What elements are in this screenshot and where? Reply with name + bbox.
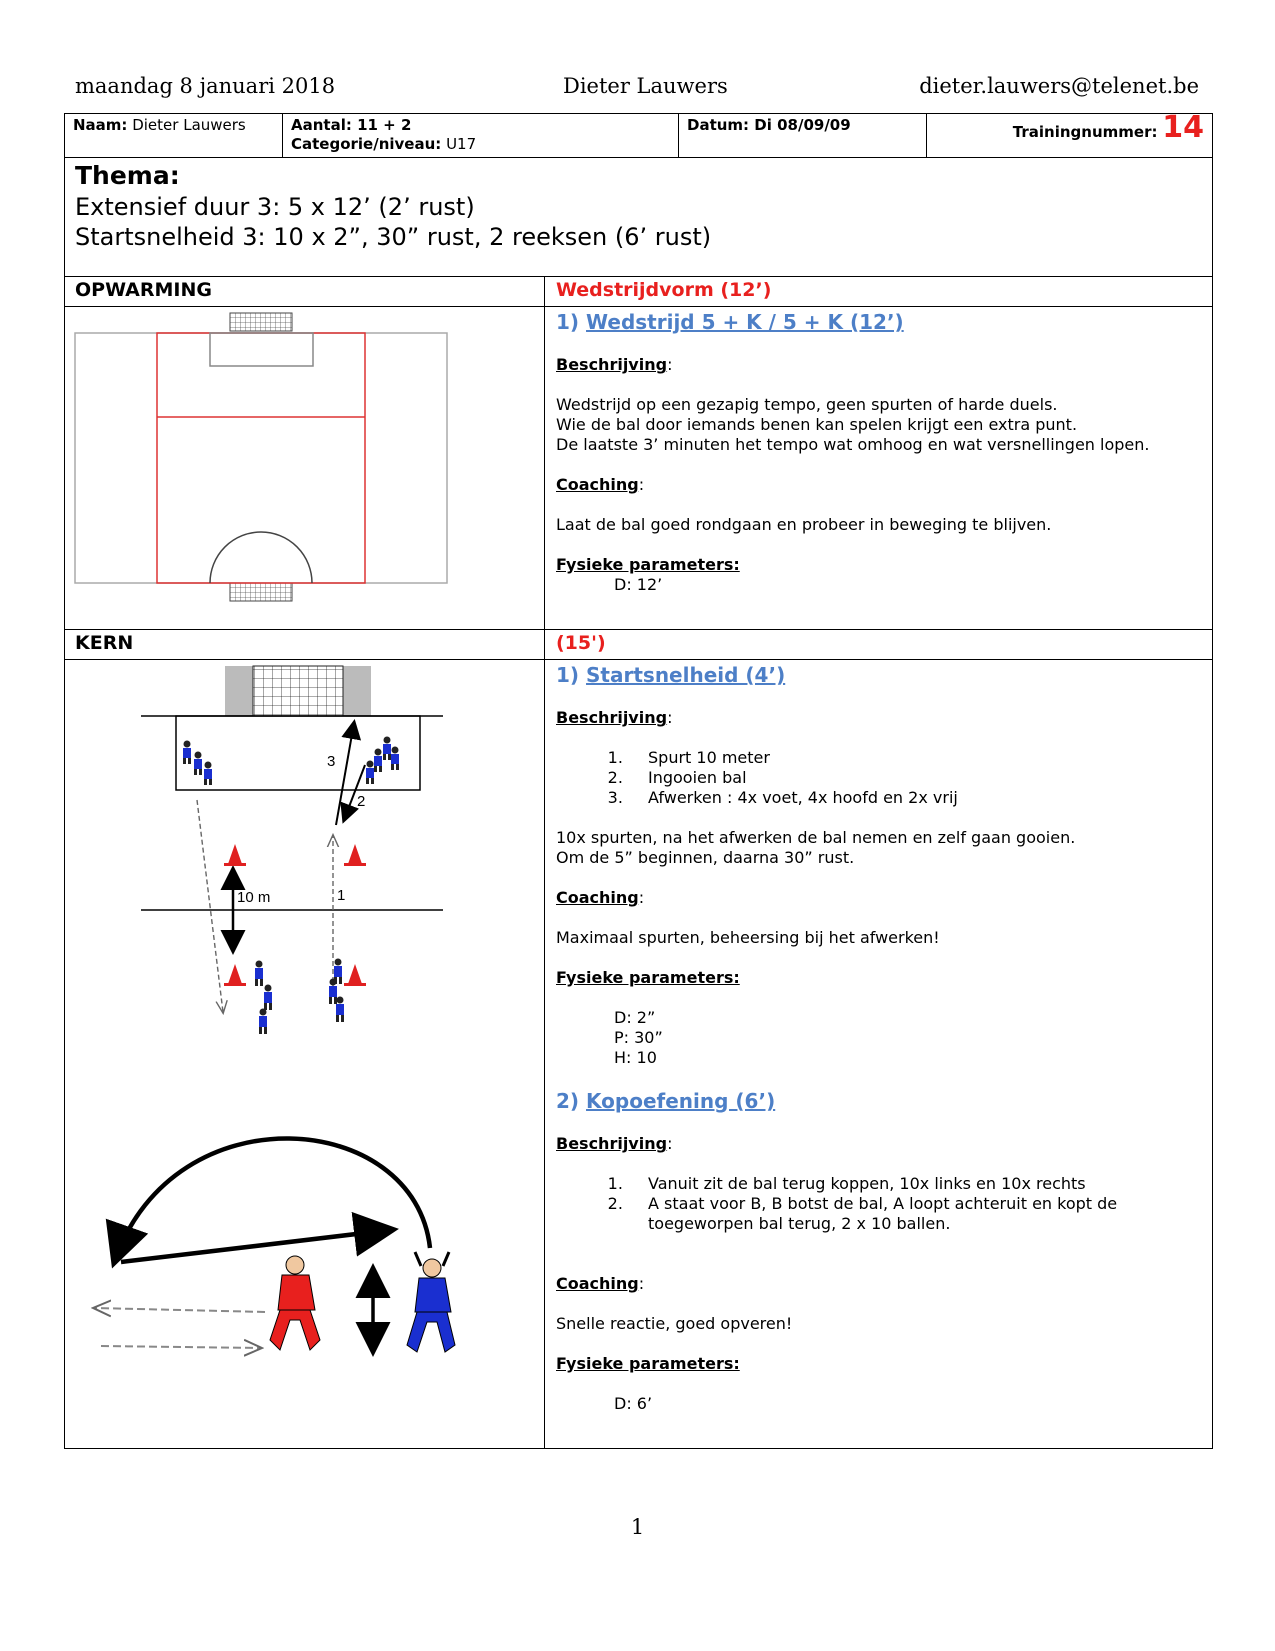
- opwarming-text: 1) Wedstrijd 5 + K / 5 + K (12’) Beschrijving: Wedstrijd op een gezapig tempo, geen spurten of harde duels. Wie de bal door iemands benen kan spelen krijgt een extra punt. De laatste 3’ minuten het tempo wat omhoog en wat versnellingen lopen. Coaching: Laat de bal goed rondgaan en probeer in beweging te blijven. Fysieke parameters: D: 12’: [545, 307, 1212, 629]
- kern-ex1-title: [556, 662, 1201, 688]
- kern-ex2-param-label: Fysieke parameters:: [556, 1354, 740, 1373]
- opwarming-param-label: Fysieke parameters:: [556, 555, 740, 574]
- player-box-right-3: [391, 747, 399, 771]
- kern-header: [65, 630, 1212, 660]
- thema-title: Thema:: [75, 161, 180, 190]
- kern-ex1-list: [556, 748, 1201, 808]
- penalty-box-red: [157, 333, 365, 583]
- player-box-left-2: [194, 752, 202, 776]
- opwarming-exercise-name: Wedstrijd 5 + K / 5 + K (12’): [586, 310, 904, 334]
- player-line-left-1: [255, 961, 263, 987]
- player-b-blue: [407, 1252, 455, 1352]
- kern-ex1-list-item: 1. Spurt 10 meter: [628, 748, 1201, 768]
- opwarming-content: [65, 307, 1212, 630]
- cone-bottom-right: [344, 964, 366, 986]
- cone-bottom-left: [224, 964, 246, 986]
- label-10m: 10 m: [237, 889, 271, 906]
- player-line-right-2: [329, 979, 337, 1005]
- kern-ex1-list-item: 2. Ingooien bal: [628, 768, 1201, 788]
- sprint-diagram: [141, 666, 443, 1034]
- run-arrow-left: [197, 800, 223, 1012]
- kern-ex1-list-item: 3. Afwerken : 4x voet, 4x hoofd en 2x vrij: [628, 788, 1201, 808]
- header-date: maandag 8 januari 2018: [75, 74, 336, 98]
- kern-diagrams: [65, 660, 544, 1448]
- kern-ex2-beschrijving-label: Beschrijving: [556, 1134, 668, 1153]
- kern-ex1-text-2: Om de 5” beginnen, daarna 30” rust.: [556, 848, 855, 867]
- label-2: 2: [357, 793, 366, 810]
- label-1: 1: [337, 887, 346, 904]
- opwarming-exercise-num: 1): [556, 310, 580, 334]
- player-box-right-1: [383, 737, 391, 761]
- naam-cell: [65, 114, 283, 157]
- back-run-arrow-top: [95, 1308, 265, 1312]
- opwarming-beschrijving-1: Wedstrijd op een gezapig tempo, geen spurten of harde duels.: [556, 395, 1058, 414]
- player-box-right-4: [366, 761, 374, 785]
- player-line-right-3: [336, 997, 344, 1023]
- player-box-left-1: [183, 741, 191, 765]
- info-row: [65, 110, 1212, 158]
- kern-ex2-list-item: 1. Vanuit zit de bal terug koppen, 10x links en 10x rechts: [628, 1174, 1201, 1194]
- label-3: 3: [327, 753, 336, 770]
- kern-ex1-param-d: D: 2”: [614, 1008, 656, 1027]
- arrow-3: [336, 723, 354, 825]
- kern-ex1-beschrijving-label: Beschrijving: [556, 708, 668, 727]
- kern-ex1-coaching-label: Coaching: [556, 888, 639, 907]
- header-email: dieter.lauwers@telenet.be: [919, 74, 1199, 98]
- datum-cell: [679, 114, 927, 157]
- sprint-goal-net: [253, 666, 343, 716]
- player-line-left-2: [264, 985, 272, 1011]
- player-box-left-3: [204, 762, 212, 786]
- player-line-left-3: [259, 1009, 267, 1035]
- opwarming-right-label: Wedstrijdvorm (12’): [556, 279, 772, 301]
- opwarming-exercise-title: [556, 309, 1201, 335]
- kern-ex2-title: [556, 1088, 1201, 1114]
- kern-diagram-cell: [65, 660, 545, 1448]
- kern-ex2-num: 2): [556, 1089, 580, 1113]
- aantal-cell: [283, 114, 679, 157]
- kern-ex2-coaching-label: Coaching: [556, 1274, 639, 1293]
- opwarming-coaching-label: Coaching: [556, 475, 639, 494]
- kern-ex2-coaching: Snelle reactie, goed opveren!: [556, 1314, 793, 1333]
- back-run-arrow-bottom: [101, 1346, 260, 1348]
- kern-ex2-list: [556, 1174, 1201, 1234]
- bottom-goal-net: [230, 583, 292, 601]
- heading-diagram: [95, 1138, 455, 1352]
- opwarming-beschrijving-3: De laatste 3’ minuten het tempo wat omhoog en wat versnellingen lopen.: [556, 435, 1150, 454]
- kern-ex1-param-label: Fysieke parameters:: [556, 968, 740, 987]
- kern-ex1-num: 1): [556, 663, 580, 687]
- cone-top-left: [224, 844, 246, 866]
- kern-ex2-list-item: 2. A staat voor B, B botst de bal, A loopt achteruit en kopt de toegeworpen bal terug, 2 x 10 ballen.: [628, 1194, 1201, 1234]
- kern-text: 1) Startsnelheid (4’) Beschrijving: 1. Spurt 10 meter 2. Ingooien bal 3. Afwerken : 4x voet, 4x hoofd en 2x vrij 10x spurten, na het afwerken de bal nemen en zelf gaan gooien. Om de 5” beginnen, daarna 30” rust. Coaching: Maximaal spurten, beheersing bij het afwerken! Fysieke parameters: D: 2” P: 30” H: 10 2) Kopoefening (6’) Beschrijving: 1. Vanuit zit de bal terug koppen, 10x links en 10x rechts 2. A staat voor B, B botst de bal, A loopt achteruit en kopt de toegeworpen bal terug, 2 x 10 ballen. Coaching: Snelle reactie, goed opveren! Fysieke parameters: D: 6’: [545, 660, 1212, 1448]
- kern-ex1-param-h: H: 10: [614, 1048, 657, 1067]
- kern-ex1-name: Startsnelheid (4’): [586, 663, 786, 687]
- pitch-diagram-cell: [65, 307, 545, 629]
- kern-label: KERN: [65, 630, 545, 659]
- kern-ex1-text-1: 10x spurten, na het afwerken de bal nemen en zelf gaan gooien.: [556, 828, 1076, 847]
- kern-ex1-coaching: Maximaal spurten, beheersing bij het afwerken!: [556, 928, 940, 947]
- training-cell: [927, 110, 1212, 157]
- cone-top-right: [344, 844, 366, 866]
- thema-line-1: Extensief duur 3: 5 x 12’ (2’ rust): [75, 193, 475, 221]
- opwarming-beschrijving-label: Beschrijving: [556, 355, 668, 374]
- opwarming-label: OPWARMING: [65, 277, 545, 306]
- goal-post-left: [225, 666, 253, 716]
- kern-right-label: (15'): [556, 632, 606, 654]
- player-a-red: [270, 1256, 320, 1350]
- opwarming-coaching: Laat de bal goed rondgaan en probeer in beweging te blijven.: [556, 515, 1052, 534]
- pass-arrow: [121, 1230, 390, 1262]
- naam-value: Dieter Lauwers: [132, 116, 246, 134]
- pitch-diagram: [65, 307, 544, 629]
- training-label: Trainingnummer:: [1012, 123, 1158, 141]
- kern-ex2-param-d: D: 6’: [614, 1394, 653, 1413]
- pitch-outline: [75, 333, 447, 583]
- header-author: Dieter Lauwers: [563, 74, 728, 98]
- top-goal-net: [230, 313, 292, 331]
- opwarming-header: [65, 277, 1212, 307]
- training-sheet: [64, 110, 1213, 1449]
- datum-label: Datum: Di 08/09/09: [687, 116, 851, 134]
- thema-line-2: Startsnelheid 3: 10 x 2”, 30” rust, 2 reeksen (6’ rust): [75, 223, 712, 251]
- kern-ex2-name: Kopoefening (6’): [586, 1089, 776, 1113]
- goal-post-right: [343, 666, 371, 716]
- page-number: 1: [630, 1515, 645, 1539]
- categorie-label: Categorie/niveau:: [291, 135, 442, 153]
- player-box-right-2: [374, 749, 382, 773]
- kern-ex1-param-p: P: 30”: [614, 1028, 663, 1047]
- naam-label: Naam:: [73, 116, 128, 134]
- training-number: 14: [1162, 110, 1204, 145]
- opwarming-beschrijving-2: Wie de bal door iemands benen kan spelen krijgt een extra punt.: [556, 415, 1078, 434]
- categorie-value: U17: [446, 135, 477, 153]
- opwarming-param-1: D: 12’: [614, 575, 663, 594]
- penalty-arc: [210, 532, 312, 583]
- goal-area: [210, 333, 313, 366]
- aantal-label: Aantal: 11 + 2: [291, 116, 412, 134]
- thema-block: [65, 158, 1212, 277]
- kern-content: [65, 660, 1212, 1448]
